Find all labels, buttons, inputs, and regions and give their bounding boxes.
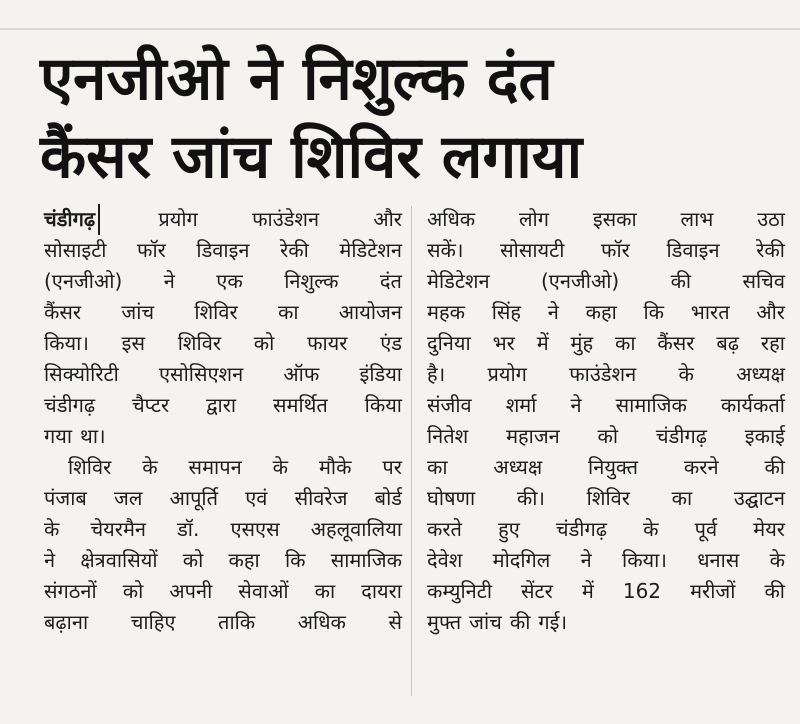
word: चेयरमैन <box>90 517 147 541</box>
article-column-right <box>427 204 785 638</box>
headline <box>40 40 780 196</box>
word: कैंसर <box>657 331 695 355</box>
word: इंडिया <box>359 362 402 386</box>
word: निशुल्क <box>284 269 339 293</box>
word: समापन <box>188 455 242 479</box>
word: इकाई <box>744 424 785 448</box>
word: करते <box>427 517 462 541</box>
word: की <box>764 455 785 479</box>
word: डिवाइन <box>196 238 250 262</box>
word: नितेश <box>427 424 469 448</box>
word: सोसाइटी <box>44 238 107 262</box>
word: फायर <box>307 331 348 355</box>
word: भर <box>492 331 515 355</box>
article-line <box>427 514 785 545</box>
word: अध्यक्ष <box>493 455 543 479</box>
article-line <box>427 421 785 452</box>
word: फाउंडेशन <box>252 207 320 231</box>
word: ने <box>580 548 592 572</box>
top-divider <box>0 28 800 30</box>
word: शिविर <box>194 300 238 324</box>
headline-line-2: कैंसर जांच शिविर लगाया <box>40 122 583 192</box>
word: मेयर <box>753 517 785 541</box>
word: कम्युनिटी <box>427 579 492 603</box>
word: पर <box>382 455 402 479</box>
word: क्षेत्रवासियों <box>80 548 158 572</box>
word: घोषणा <box>427 486 476 510</box>
word: इस <box>121 331 145 355</box>
word: (एनजीओ) <box>44 269 123 293</box>
word: सेंटर <box>521 579 553 603</box>
word: जल <box>114 486 143 510</box>
word: को <box>122 579 144 603</box>
article-line <box>44 576 402 607</box>
word: की <box>670 269 692 293</box>
word: के <box>142 455 158 479</box>
article-line <box>427 390 785 421</box>
word: मोदगिल <box>492 548 551 572</box>
word: महक <box>427 300 465 324</box>
word: का <box>427 455 448 479</box>
word: किया। <box>622 548 667 572</box>
article-line <box>427 576 785 607</box>
word: मरीजों <box>690 579 736 603</box>
word: दायरा <box>361 579 402 603</box>
word: एवं <box>245 486 268 510</box>
word: चंडीगढ़ <box>655 424 707 448</box>
word: एंड <box>380 331 402 355</box>
word: सिक्योरिटी <box>44 362 119 386</box>
column-divider <box>411 206 412 696</box>
article-line <box>44 235 402 266</box>
word: एसएस <box>230 517 280 541</box>
word: को <box>253 331 275 355</box>
article-line <box>427 328 785 359</box>
article-line <box>44 204 402 235</box>
word: चंडीगढ़ <box>44 393 96 417</box>
article-line <box>427 483 785 514</box>
word: में <box>581 579 594 603</box>
article-line <box>427 297 785 328</box>
word: सामाजिक <box>330 548 402 572</box>
word: सचिव <box>742 269 785 293</box>
word: कहा <box>585 300 617 324</box>
word: शिविर <box>177 331 222 355</box>
word: प्रयोग <box>487 362 527 386</box>
word: किया। <box>44 331 89 355</box>
article-column-left <box>44 204 402 638</box>
word: चंडीगढ़ <box>555 517 607 541</box>
word: चैप्टर <box>131 393 170 417</box>
word: और <box>373 207 402 231</box>
word: को <box>597 424 619 448</box>
word: मौके <box>318 455 352 479</box>
word: नियुक्त <box>588 455 639 479</box>
word: कैंसर <box>44 300 82 324</box>
word: के <box>272 455 288 479</box>
word: डिवाइन <box>666 238 720 262</box>
word: अधिक <box>427 207 476 231</box>
article-line <box>44 328 402 359</box>
word: था। <box>80 424 106 448</box>
article-line <box>44 452 402 483</box>
word: ने <box>570 393 582 417</box>
word: बढ़ <box>716 331 740 355</box>
article-line <box>427 235 785 266</box>
word: में <box>536 331 549 355</box>
word: दंत <box>379 269 402 293</box>
word: आयोजन <box>338 300 402 324</box>
article-line <box>427 607 785 638</box>
word: को <box>182 548 204 572</box>
word: ने <box>44 548 56 572</box>
word: के <box>44 517 60 541</box>
word: का <box>671 486 693 510</box>
word: पूर्व <box>694 517 718 541</box>
word: सामाजिक <box>615 393 687 417</box>
word: मुंह <box>570 331 594 355</box>
article-line <box>427 266 785 297</box>
word: रेकी <box>756 238 785 262</box>
article-line <box>44 514 402 545</box>
word: दुनिया <box>427 331 471 355</box>
article-line <box>427 452 785 483</box>
word: आपूर्ति <box>169 486 219 510</box>
word: का <box>277 300 299 324</box>
word: की। <box>516 486 545 510</box>
word: भारत <box>690 300 730 324</box>
word: संगठनों <box>44 579 97 603</box>
word: के <box>769 548 785 572</box>
word: रहा <box>760 331 785 355</box>
word: ताकि <box>218 610 256 634</box>
dateline: चंडीगढ़ <box>44 204 100 235</box>
word: ऑफ <box>283 362 320 386</box>
word: कहा <box>228 548 260 572</box>
word: मेडिटेशन <box>339 238 402 262</box>
word: लोग <box>518 207 549 231</box>
word: शिविर <box>586 486 630 510</box>
word: गई। <box>538 610 568 634</box>
article-line <box>427 204 785 235</box>
word: महाजन <box>506 424 560 448</box>
word: डॉ. <box>177 517 200 541</box>
word: की <box>764 579 785 603</box>
word: के <box>643 517 659 541</box>
article-line <box>44 607 402 638</box>
word: जांच <box>469 610 502 634</box>
word: चाहिए <box>130 610 176 634</box>
headline-line-1: एनजीओ ने निशुल्क दंत <box>40 44 553 114</box>
word: और <box>756 300 785 324</box>
word: हुए <box>498 517 520 541</box>
word: सिंह <box>491 300 522 324</box>
article-line <box>44 421 402 452</box>
word: सेवाओं <box>238 579 289 603</box>
word: सोसायटी <box>500 238 565 262</box>
word: (एनजीओ) <box>540 269 620 293</box>
article-line <box>44 483 402 514</box>
word: शिविर <box>68 455 112 479</box>
word: उद्घाटन <box>733 486 785 510</box>
article-line <box>44 545 402 576</box>
word: ने <box>163 269 175 293</box>
word: से <box>388 610 402 634</box>
word: कार्यकर्ता <box>720 393 785 417</box>
word: इसका <box>592 207 637 231</box>
word: द्वारा <box>206 393 237 417</box>
word: मेडिटेशन <box>427 269 490 293</box>
word: ने <box>547 300 559 324</box>
word: करने <box>683 455 719 479</box>
word: एसोसिएशन <box>159 362 244 386</box>
word: 162 <box>622 579 662 603</box>
word: किया <box>364 393 402 417</box>
word: अधिक <box>297 610 346 634</box>
word: प्रयोग <box>158 207 198 231</box>
article-line <box>44 297 402 328</box>
word: है। <box>427 362 446 386</box>
word: कि <box>284 548 306 572</box>
word: अध्यक्ष <box>736 362 785 386</box>
word: एक <box>216 269 243 293</box>
word: बोर्ड <box>374 486 402 510</box>
word: की <box>509 610 531 634</box>
word: संजीव <box>427 393 472 417</box>
word: देवेश <box>427 548 463 572</box>
word: गया <box>44 424 73 448</box>
word: समर्थित <box>272 393 328 417</box>
word: उठा <box>757 207 785 231</box>
article-line <box>44 390 402 421</box>
article-line <box>44 359 402 390</box>
word: फाउंडेशन <box>569 362 637 386</box>
word: के <box>678 362 694 386</box>
word: कि <box>643 300 665 324</box>
word: लाभ <box>680 207 714 231</box>
word: अपनी <box>169 579 213 603</box>
word: फॉर <box>601 238 630 262</box>
word: रेकी <box>280 238 309 262</box>
word: का <box>615 331 636 355</box>
word: फॉर <box>137 238 166 262</box>
article-line <box>427 545 785 576</box>
word: धनास <box>697 548 740 572</box>
word: का <box>314 579 336 603</box>
word: सीवरेज <box>294 486 348 510</box>
article-line <box>44 266 402 297</box>
word: पंजाब <box>44 486 87 510</box>
article-line <box>427 359 785 390</box>
word: बढ़ाना <box>44 610 89 634</box>
word: अहलूवालिया <box>310 517 402 541</box>
word: मुफ्त <box>427 610 462 634</box>
word: जांच <box>121 300 155 324</box>
word: सकें। <box>427 238 464 262</box>
word: शर्मा <box>505 393 537 417</box>
